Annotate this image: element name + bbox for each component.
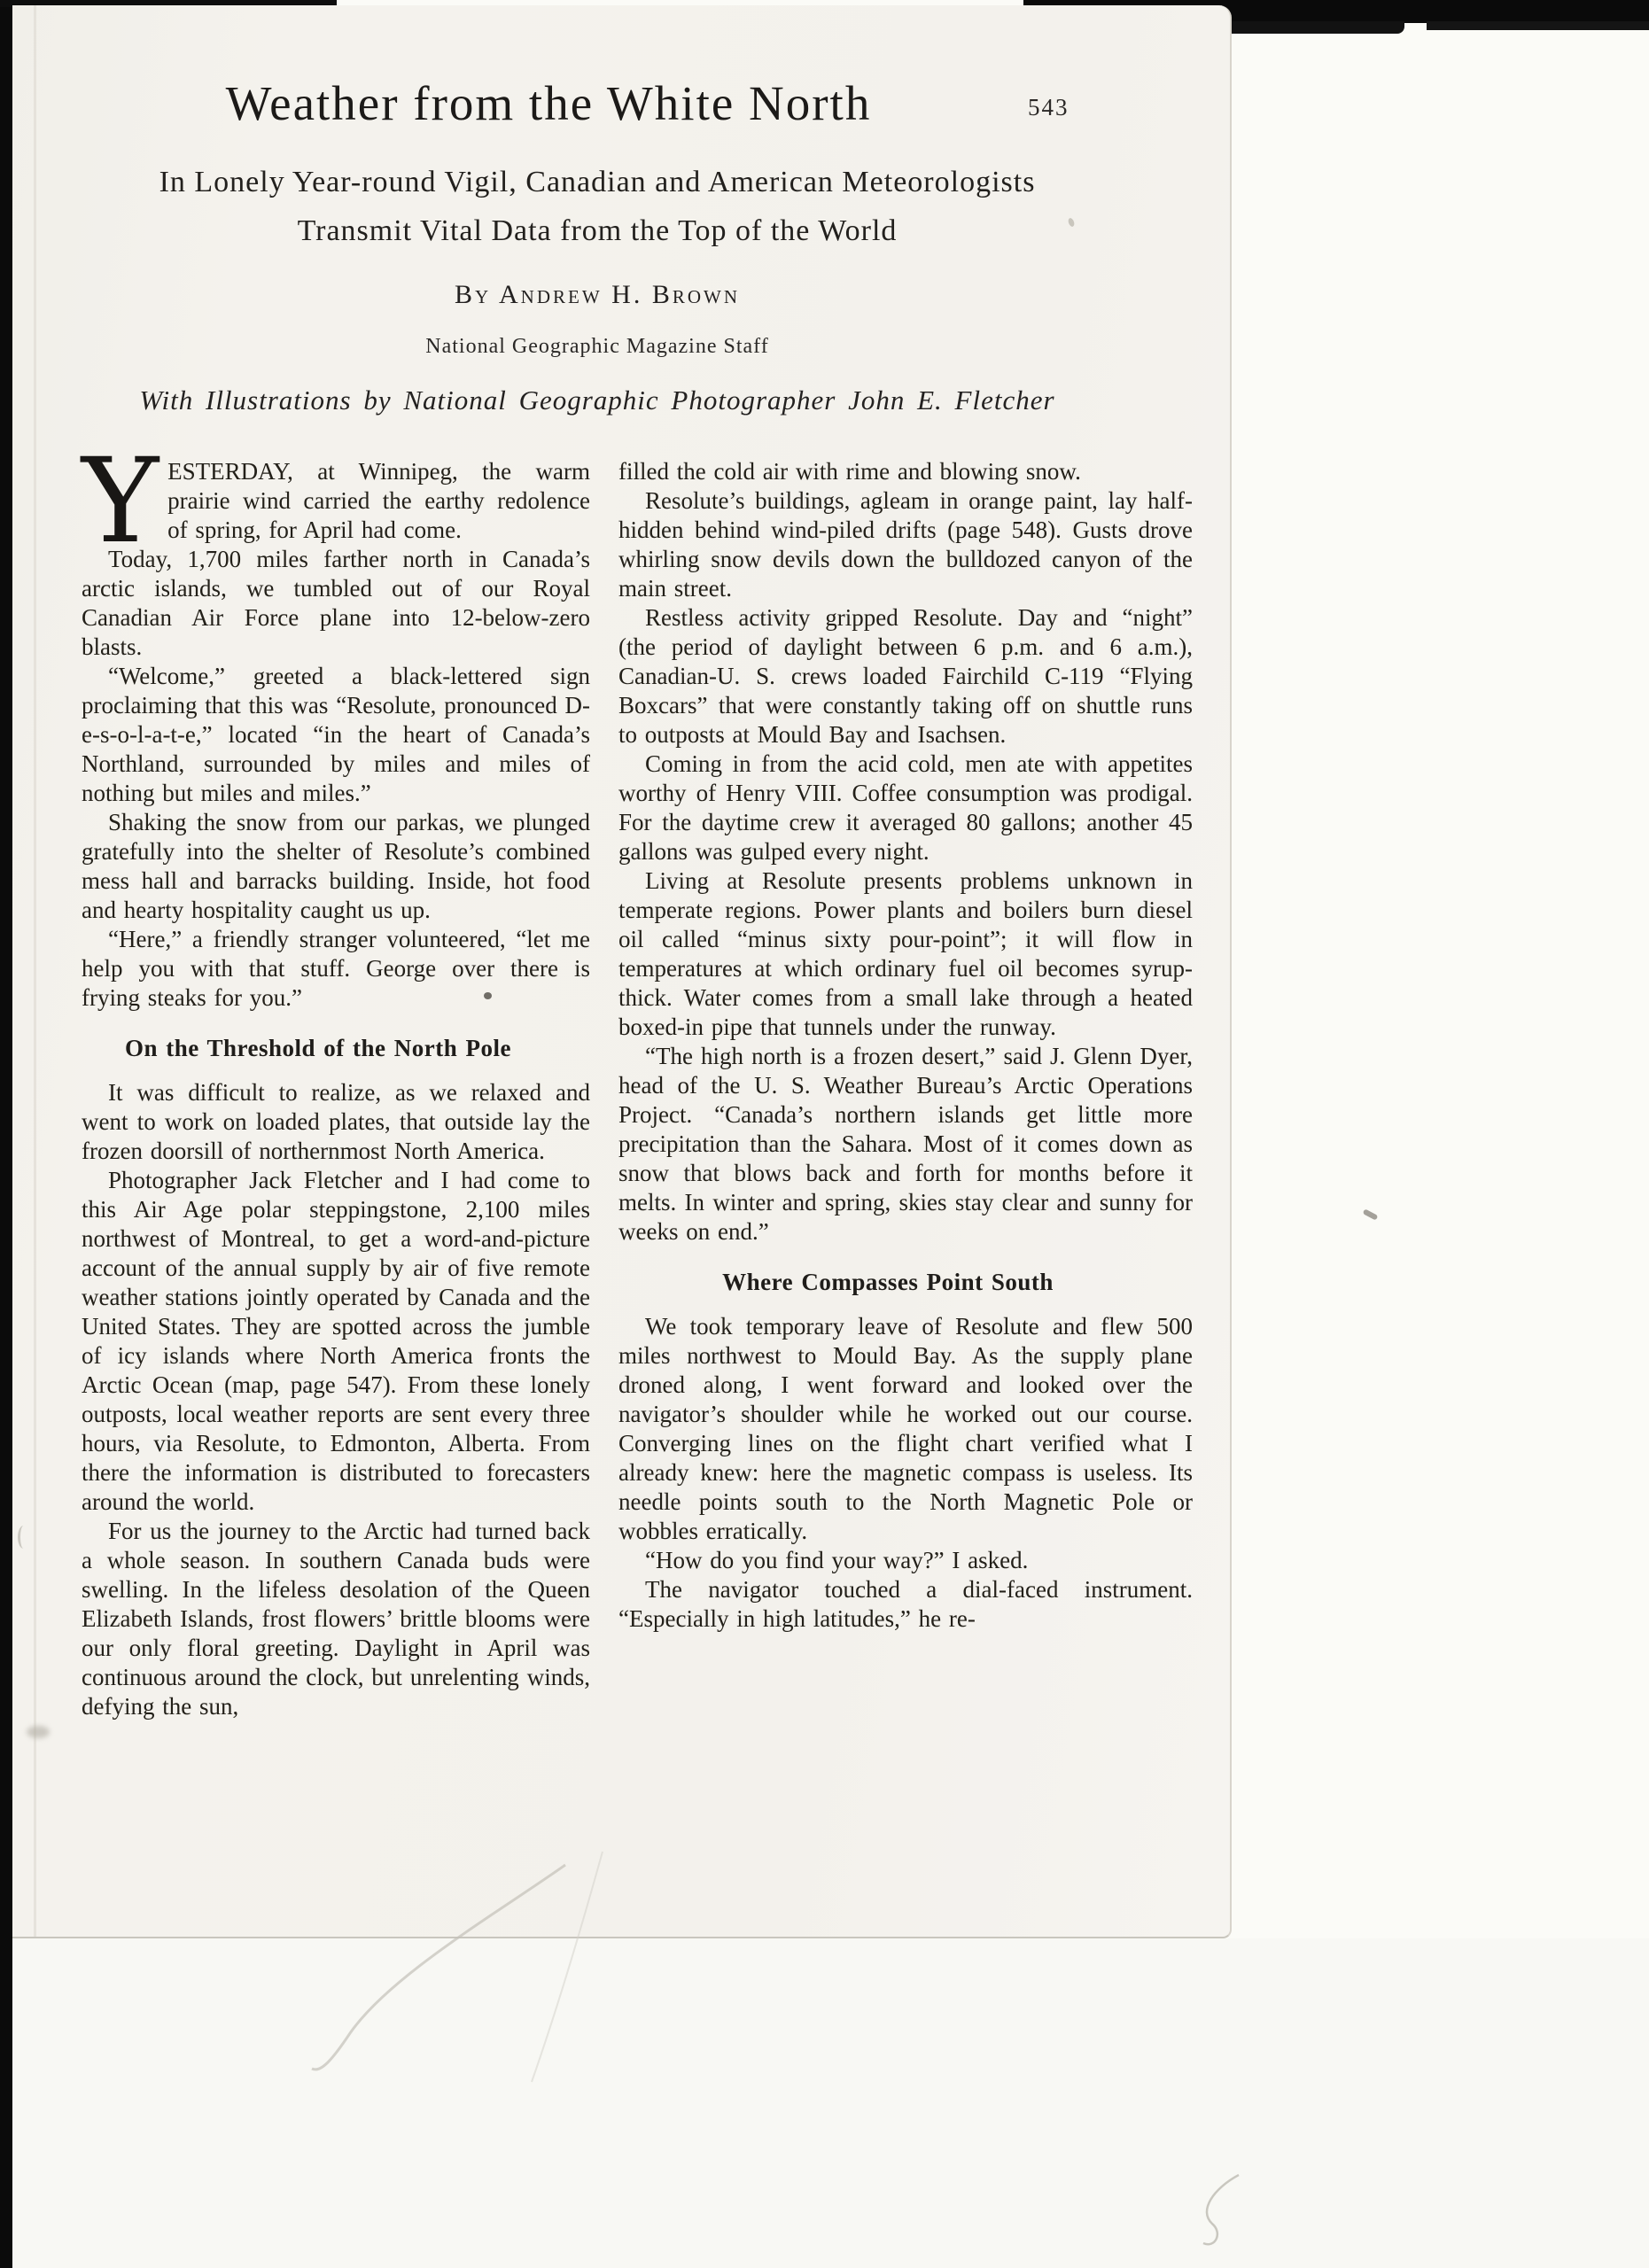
right-column bbox=[618, 457, 1193, 1634]
smudge-artifact bbox=[18, 1526, 29, 1549]
paragraph: “The high north is a frozen desert,” said J. Glenn Dyer, head of the U. S. Weather Bureau’s Arctic Operations Project. “Canada’s northern islands get little more precipitation than the Sahara. Most of it comes down as snow that blows back and forth for months before it melts. In winter and spring, skies stay clear and sunny for weeks on end.” bbox=[618, 1043, 1193, 1245]
paragraph: It was difficult to realize, as we relaxed and went to work on loaded plates, that outside lay the frozen doorsill of northernmost North America. bbox=[82, 1079, 590, 1164]
byline: By Andrew H. Brown bbox=[454, 280, 740, 309]
paragraph: The navigator touched a dial-faced instrument. “Especially in high latitudes,” he re- bbox=[618, 1576, 1193, 1632]
paragraph: Photographer Jack Fletcher and I had come to this Air Age polar steppingstone, 2,100 miles northwest of Montreal, to get a word-and-picture account of the annual supply by air of five remote weather stations jointly operated by Canada and the United States. They are spotted across the jumble of icy islands where North America fronts the Arctic Ocean (map, page 547). From these lonely outposts, local weather reports are sent every three hours, via Resolute, to Edmonton, Alberta. From there the information is distributed to forecasters around the world. bbox=[82, 1167, 590, 1515]
article-title: Weather from the White North bbox=[225, 76, 872, 130]
scan-fleck-artifact bbox=[1363, 1208, 1379, 1220]
paragraph: We took temporary leave of Resolute and flew 500 miles northwest to Mould Bay. As the supply plane droned along, I went forward and looked over the navigator’s shoulder while he worked out our course. Converging lines on the flight chart verified what I already knew: here the magnetic compass is useless. Its needle points south to the North Magnetic Pole or wobbles erratically. bbox=[618, 1313, 1193, 1544]
subtitle-line-1: In Lonely Year-round Vigil, Canadian and American Meteorologists bbox=[159, 166, 1036, 198]
ink-blot-artifact bbox=[484, 992, 492, 999]
paragraph: “How do you find your way?” I asked. bbox=[645, 1547, 1029, 1573]
section-heading: Where Compasses Point South bbox=[722, 1269, 1054, 1295]
paragraph: Resolute’s buildings, agleam in orange paint, lay half-hidden behind wind-piled drifts (page 548). Gusts drove whirling snow devils down the bulldozed canyon of the main street. bbox=[618, 487, 1193, 602]
paragraph: Shaking the snow from our parkas, we plunged gratefully into the shelter of Resolute’s combined mess hall and barracks building. Inside, hot food and hearty hospitality caught us up. bbox=[82, 809, 590, 923]
drop-cap-initial: Y bbox=[82, 433, 159, 570]
scanner-edge-left bbox=[0, 0, 12, 2268]
paragraph: Today, 1,700 miles farther north in Canada’s arctic islands, we tumbled out of our Royal Canadian Air Force plane into 12-below-zero blasts. bbox=[82, 546, 590, 660]
paragraph: Living at Resolute presents problems unknown in temperate regions. Power plants and boilers burn diesel oil called “minus sixty pour-point”; it will flow in temperatures at which ordinary fuel oil becomes syrup-thick. Water comes from a small lake through a heated boxed-in pipe that tunnels under the runway. bbox=[618, 867, 1193, 1040]
photo-credit-line: With Illustrations by National Geographic Photographer John E. Fletcher bbox=[139, 384, 1055, 416]
byline-organization: National Geographic Magazine Staff bbox=[425, 335, 769, 358]
paragraph: For us the journey to the Arctic had turned back a whole season. In southern Canada buds were swelling. In the lifeless desolation of the Queen Elizabeth Islands, frost flowers’ brittle blooms were our only floral greeting. Daylight in April was continuous around the clock, but unrelenting winds, defying the sun, bbox=[82, 1518, 590, 1720]
paragraph bbox=[82, 433, 590, 570]
scanner-edge-top-right-ragged2 bbox=[1427, 21, 1649, 30]
paragraph: “Here,” a friendly stranger volunteered, “let me help you with that stuff. George over there is frying steaks for you.” bbox=[82, 926, 590, 1011]
left-column bbox=[82, 433, 590, 1721]
paragraph-text: ESTERDAY, at Winnipeg, the warm prairie wind carried the earthy redolence of spring, for April had come. bbox=[167, 458, 590, 543]
paragraph: Restless activity gripped Resolute. Day and “night” (the period of daylight between 6 p.m. and 6 a.m.), Canadian-U. S. crews loaded Fairchild C-119 “Flying Boxcars” that were constantly taking off on shuttle runs to outposts at Mould Bay and Isachsen. bbox=[618, 604, 1193, 748]
paragraph: Coming in from the acid cold, men ate with appetites worthy of Henry VIII. Coffee consumption was prodigal. For the daytime crew it averaged 80 gallons; another 45 gallons was gulped every night. bbox=[618, 750, 1193, 865]
page-number: 543 bbox=[1028, 94, 1070, 120]
paragraph: “Welcome,” greeted a black-lettered sign proclaiming that this was “Resolute, pronounced D-e-s-o-l-a-t-e,” located “in the heart of Canada’s Northland, surrounded by miles and miles of nothing but miles and miles.” bbox=[82, 663, 590, 806]
subtitle-line-2: Transmit Vital Data from the Top of the World bbox=[297, 214, 898, 247]
article-subtitle bbox=[48, 158, 1147, 255]
underlying-sheet bbox=[12, 1938, 1649, 2268]
page-left-curl-shadow bbox=[34, 5, 36, 1937]
paragraph: filled the cold air with rime and blowing snow. bbox=[618, 458, 1081, 485]
smudge-artifact bbox=[27, 1726, 50, 1738]
section-heading: On the Threshold of the North Pole bbox=[124, 1035, 512, 1061]
magazine-page-sheet bbox=[12, 5, 1232, 1938]
